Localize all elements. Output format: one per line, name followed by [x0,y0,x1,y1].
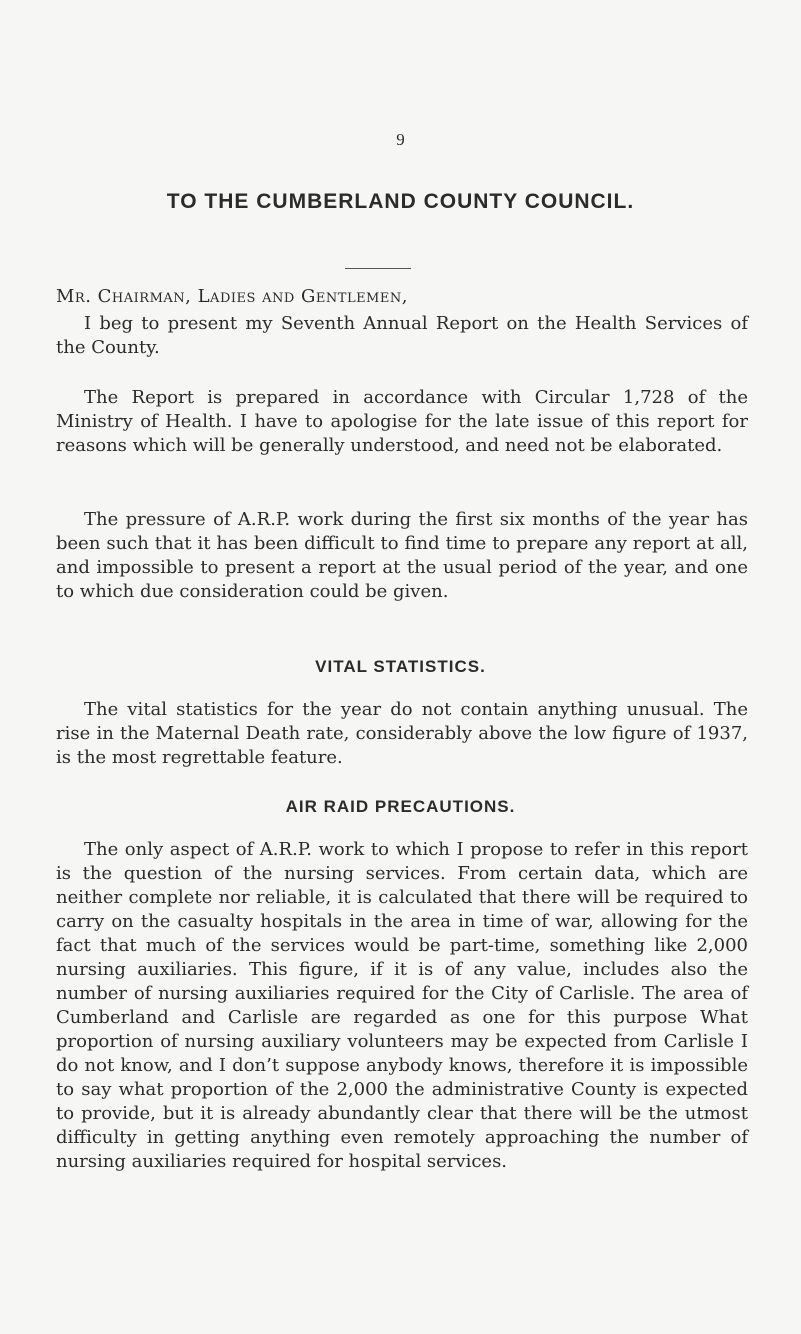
air-raid-paragraph: The only aspect of A.R.P. work to which I propose to refer in this report is the question of the nursing services. From certain data, which are neither complete nor reliable, it is calculated that there will be required to carry on the casualty hospitals in the area in time of war, allowing for the fact that much of the services would be part-time, something like 2,000 nursing auxiliaries. This figure, if it is of any value, includes also the number of nursing auxiliaries required for the City of Carlisle. The area of Cumberland and Carlisle are regarded as one for this purpose What proportion of nursing auxiliary volunteers may be expected from Carlisle I do not know, and I don’t suppose anybody knows, therefore it is impossible to say what proportion of the 2,000 the administrative County is expected to provide, but it is already abundantly clear that there will be the utmost difficulty in getting anything even remotely approaching the number of nursing auxiliaries required for hospital services. [56,839,748,1172]
vital-statistics-paragraph: The vital statistics for the year do not contain anything unusual. The rise in the Maternal Death rate, considerably above the low figure of 1937, is the most regrettable feature. [56,699,748,768]
air-raid-heading: AIR RAID PRECAUTIONS. [285,797,516,816]
vital-statistics-heading: VITAL STATISTICS. [315,657,486,676]
salutation: Mr. Chairman, Ladies and Gentlemen, [56,286,408,307]
report-paragraph: The Report is prepared in accordance with Circular 1,728 of the Ministry of Health. I have to apologise for the late issue of this report for reasons which will be generally understood, and need not be elaborated. [56,387,748,456]
page-title: TO THE CUMBERLAND COUNTY COUNCIL. [166,190,635,213]
intro-paragraph: I beg to present my Seventh Annual Report on the Health Services of the County. [56,313,748,358]
title-rule [345,268,411,269]
page-number: 9 [396,130,405,149]
pressure-paragraph: The pressure of A.R.P. work during the first six months of the year has been such that it has been difficult to find time to prepare any report at all, and impossible to present a report at the usual period of the year, and one to which due consideration could be given. [56,509,748,602]
